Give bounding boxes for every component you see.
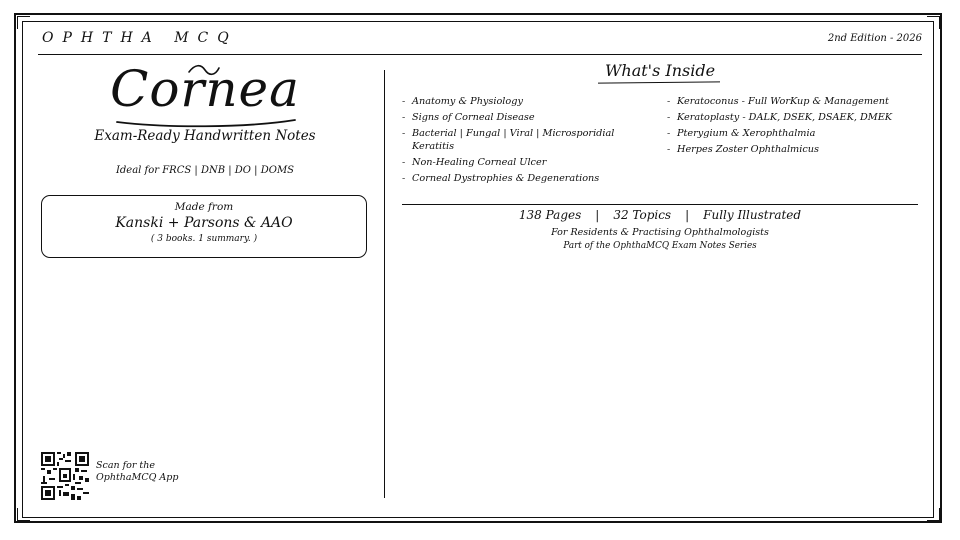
- edition-label: 2nd Edition - 2026: [827, 33, 922, 44]
- qr-caption-line-1: Scan for the: [96, 460, 155, 471]
- topics-list-left: [400, 95, 650, 188]
- qr-caption-line-2: OphthaMCQ App: [96, 472, 179, 483]
- topic-item: - Non-Healing Corneal Ulcer: [400, 156, 650, 169]
- sources-note: ( 3 books. 1 summary. ): [150, 234, 258, 244]
- brand-name: OPHTHA MCQ: [42, 30, 238, 46]
- audience-line: For Residents & Practising Ophthalmologists: [551, 227, 769, 238]
- column-divider: [384, 70, 385, 498]
- topic-item: - Signs of Corneal Disease: [400, 111, 650, 124]
- topic-item: - Corneal Dystrophies & Degenerations: [400, 172, 650, 185]
- topics-list-right: [665, 95, 930, 159]
- book-subtitle: Exam-Ready Handwritten Notes: [94, 128, 316, 144]
- sources-label: Made from: [174, 201, 234, 213]
- topic-item: - Anatomy & Physiology: [400, 95, 650, 108]
- stats-separator: |: [685, 208, 690, 222]
- corner-ornament-bottom-left: [17, 508, 30, 521]
- whats-inside-heading: What's Inside: [604, 61, 716, 80]
- qr-caption: [96, 460, 178, 484]
- stats-line: [402, 208, 918, 222]
- illustrated-label: Fully Illustrated: [703, 208, 802, 222]
- series-line: Part of the OphthaMCQ Exam Notes Series: [563, 241, 757, 251]
- topic-item: - Keratoplasty - DALK, DSEK, DSAEK, DMEK: [665, 111, 930, 124]
- book-title: Cornea: [110, 60, 300, 118]
- topic-item: - Keratoconus - Full WorKup & Management: [665, 95, 930, 108]
- sources-box: [41, 195, 367, 258]
- topic-item: - Bacterial | Fungal | Viral | Microsporidial Keratitis: [400, 127, 650, 153]
- qr-code-icon[interactable]: [41, 452, 89, 500]
- target-exams: Ideal for FRCS | DNB | DO | DOMS: [115, 165, 295, 176]
- stats-rule: [402, 204, 918, 205]
- page-count: 138 Pages: [518, 208, 582, 222]
- stats-separator: |: [595, 208, 600, 222]
- topic-item: - Herpes Zoster Ophthalmicus: [665, 143, 930, 156]
- topic-item: - Pterygium & Xerophthalmia: [665, 127, 930, 140]
- title-flourish-icon: [95, 62, 315, 128]
- title-block: [95, 62, 315, 128]
- topic-count: 32 Topics: [613, 208, 672, 222]
- corner-ornament-bottom-right: [927, 508, 940, 521]
- sources-books: Kanski + Parsons & AAO: [115, 215, 293, 231]
- corner-ornament-top-right: [927, 16, 940, 29]
- corner-ornament-top-left: [17, 16, 30, 29]
- header-rule: [38, 54, 922, 55]
